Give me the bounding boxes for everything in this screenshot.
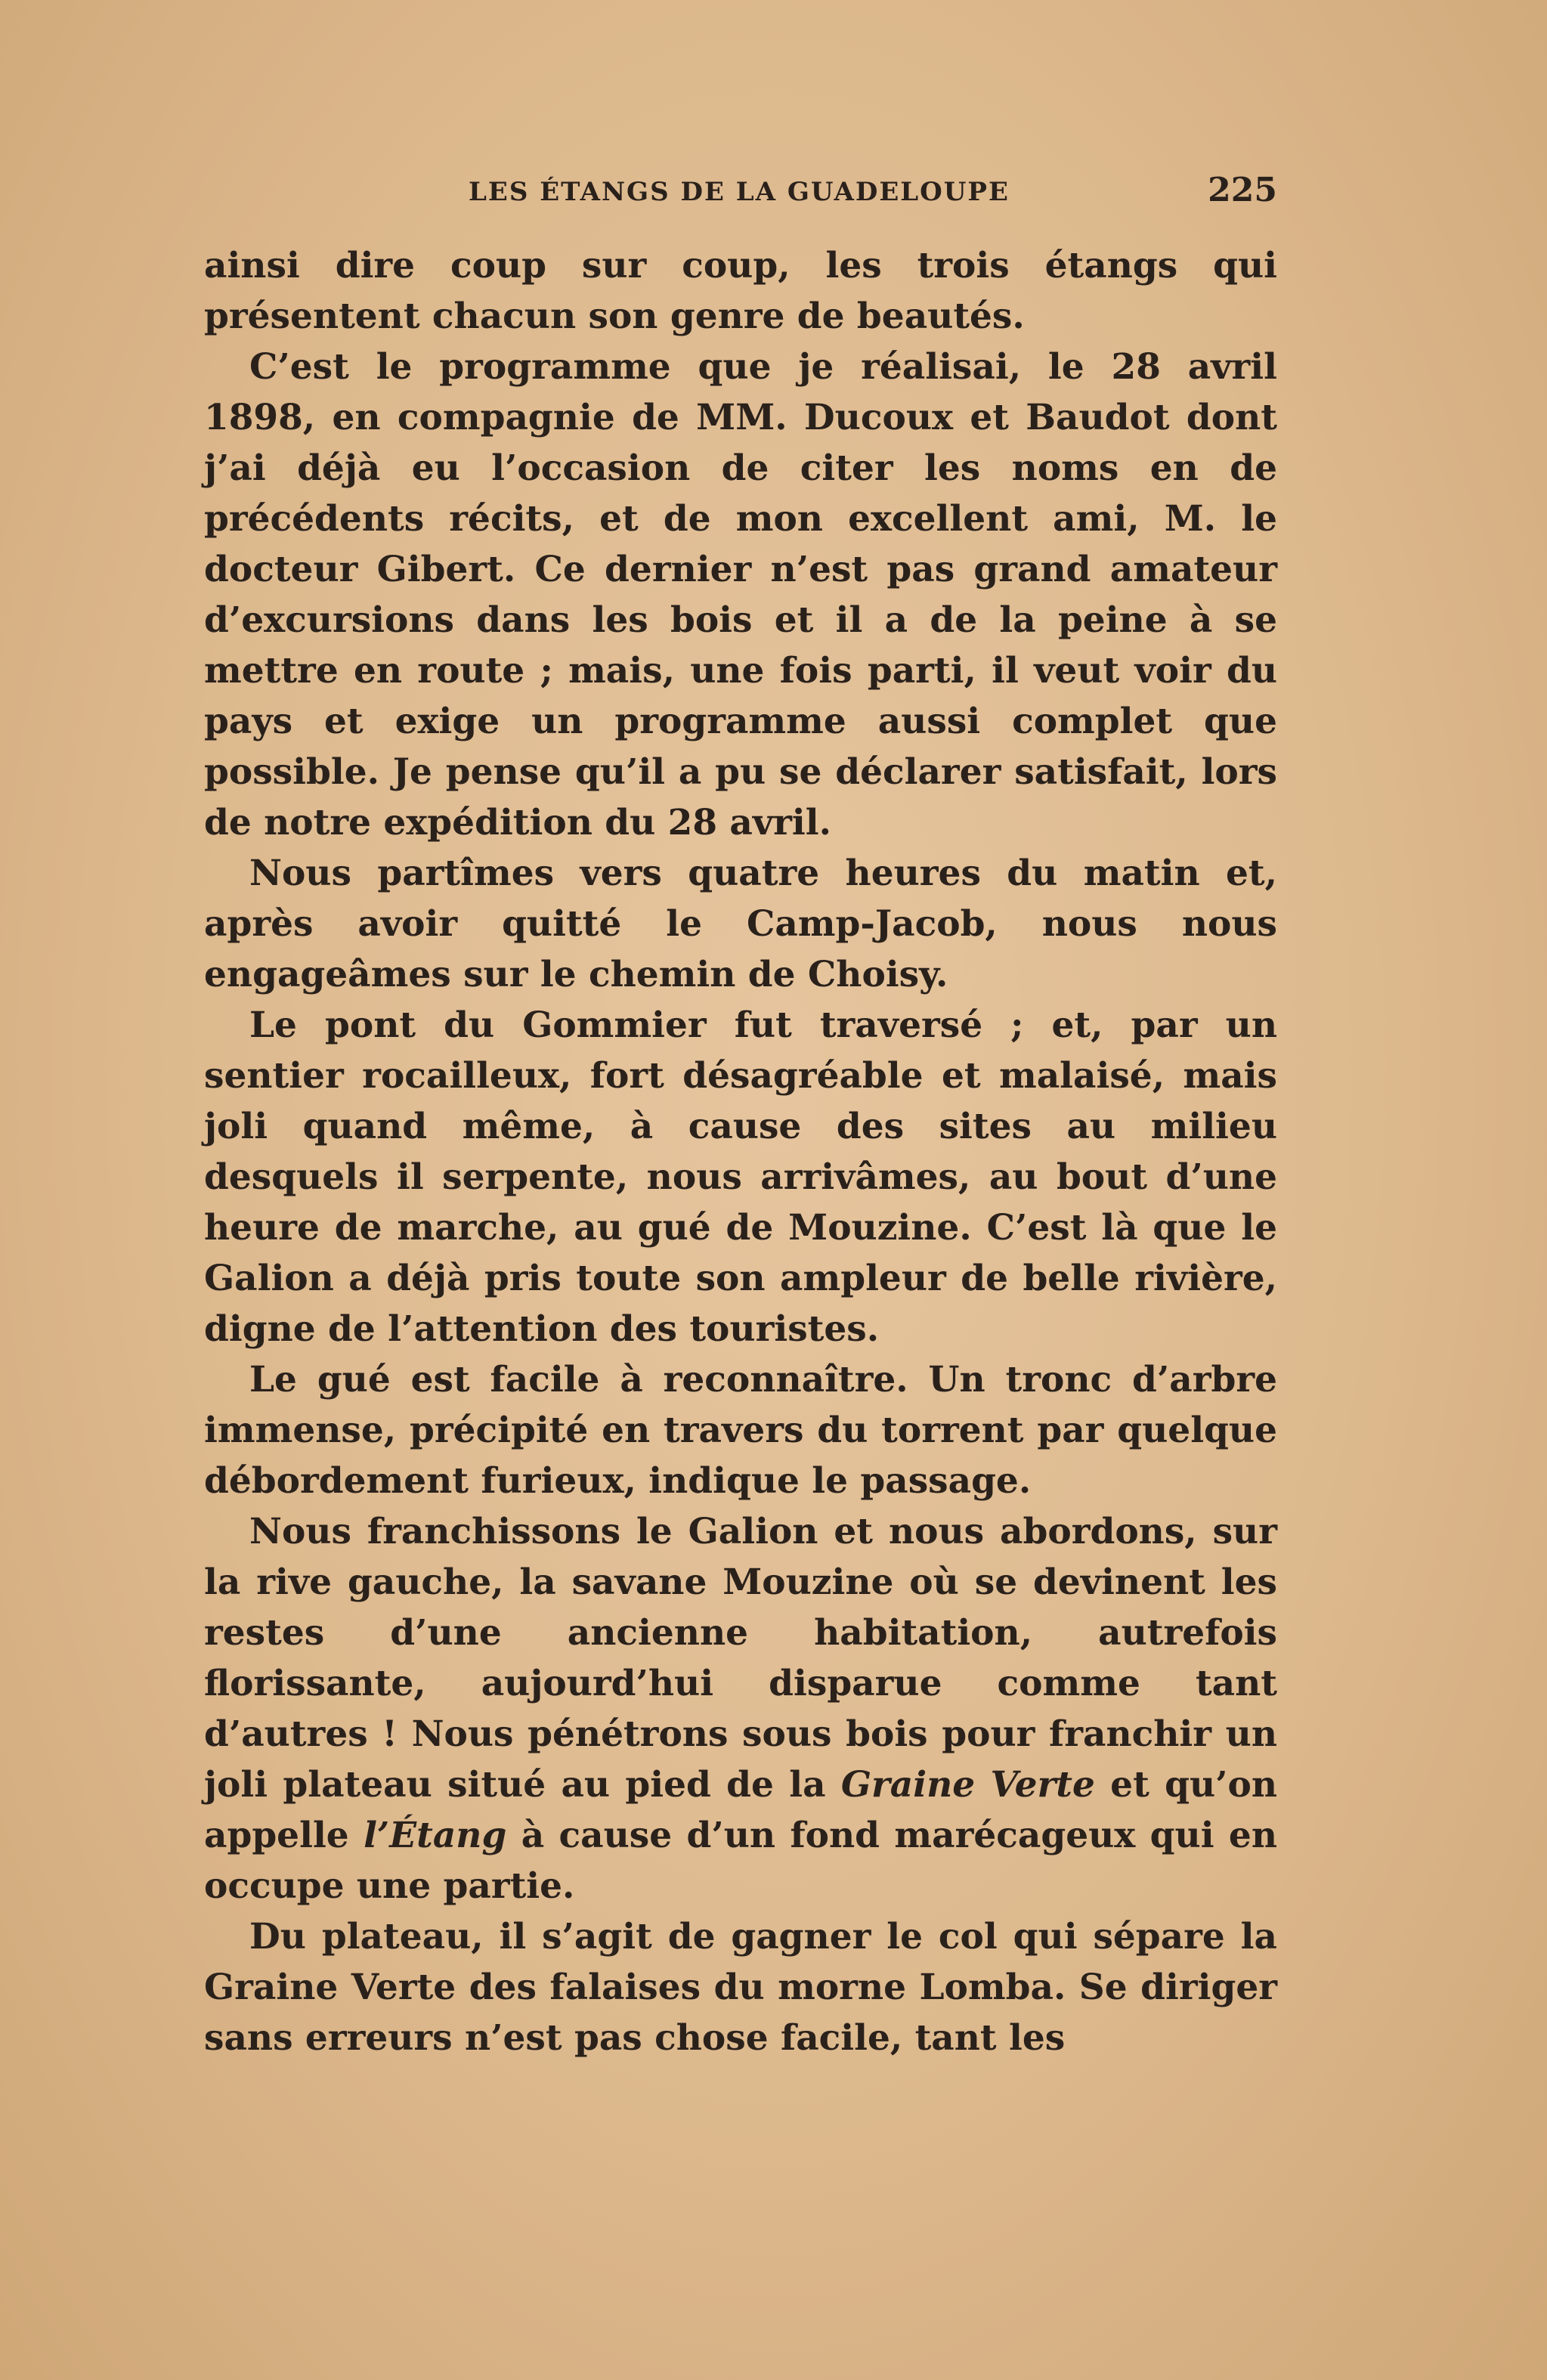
paragraph-savane-mouzine xyxy=(204,1506,1277,1911)
paragraph-text-part: à cause d’un fond marécageux qui en occupe une partie. xyxy=(204,1815,1277,1907)
paragraph-programme: C’est le programme que je réalisai, le 28 avril 1898, en compagnie de MM. Ducoux et Baudot dont j’ai déjà eu l’occasion de citer les noms en de précédents récits, et de mon excellent ami, M. le docteur Gibert. Ce dernier n’est pas grand amateur d’excursions dans les bois et il a de la peine à se mettre en route ; mais, une fois parti, il veut voir du pays et exige un programme aussi complet que possible. Je pense qu’il a pu se déclarer satisfait, lors de notre expédition du 28 avril. xyxy=(204,346,1277,843)
paragraph-continuation: ainsi dire coup sur coup, les trois étangs qui présentent chacun son genre de beautés. xyxy=(204,245,1277,337)
paragraph-gue: Le gué est facile à reconnaître. Un tronc d’arbre immense, précipité en travers du torrent par quelque débordement furieux, indique le passage. xyxy=(204,1359,1277,1502)
italic-graine-verte: Graine Verte xyxy=(840,1764,1095,1806)
paragraph-text-part: et qu’on appelle xyxy=(204,1764,1278,1856)
running-title: LES ÉTANGS DE LA GUADELOUPE xyxy=(469,177,1010,207)
page-body xyxy=(204,240,1277,2063)
paragraph-plateau: Du plateau, il s’agit de gagner le col qui sépare la Graine Verte des falaises du morne Lomba. Se diriger sans erreurs n’est pas chose facile, tant les xyxy=(204,1916,1277,2059)
paragraph-pont-du-gommier: Le pont du Gommier fut traversé ; et, par un sentier rocailleux, fort désagréable et malaisé, mais joli quand même, à cause des sites au milieu desquels il serpente, nous arrivâmes, au bout d’une heure de marche, au gué de Mouzine. C’est là que le Galion a déjà pris toute son ampleur de belle rivière, digne de l’attention des touristes. xyxy=(204,1004,1277,1350)
page-header xyxy=(204,171,1277,216)
paragraph-text-part: Nous franchissons le Galion et nous abordons, sur la rive gauche, la savane Mouzine où se devinent les restes d’une ancienne habitation, autrefois florissante, aujourd’hui disparue comme tant d’autres ! Nous pénétrons sous bois pour franchir un joli plateau situé au pied de la xyxy=(204,1511,1277,1806)
italic-l-etang: l’Étang xyxy=(364,1815,507,1856)
paragraph-departure: Nous partîmes vers quatre heures du matin et, après avoir quitté le Camp-Jacob, nous nous engageâmes sur le chemin de Choisy. xyxy=(204,853,1277,995)
page-number: 225 xyxy=(1208,171,1277,209)
